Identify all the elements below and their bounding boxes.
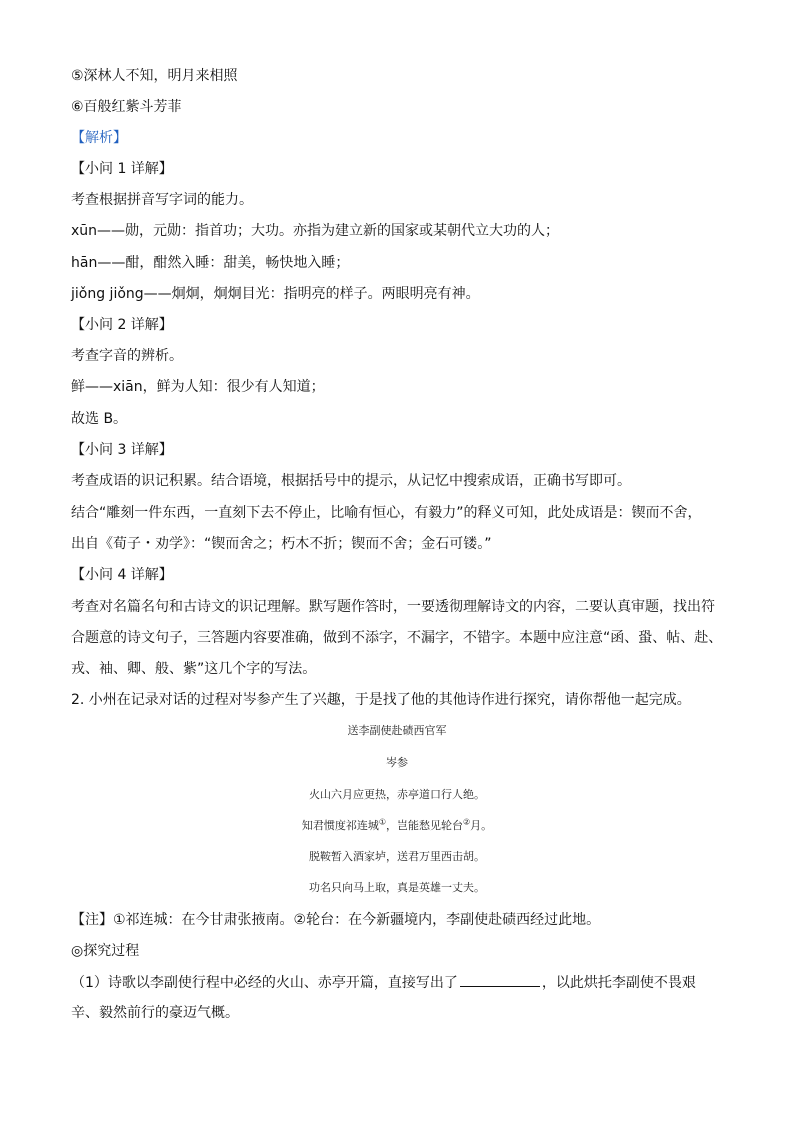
- q3-line: 出自《荀子・劝学》：“锲而舍之；朽木不折；锲而不舍；金石可镂。”: [71, 536, 492, 552]
- q2-line: 故选 B。: [71, 411, 128, 427]
- poem-line-1: 火山六月应更热，赤亭道口行人绝。: [309, 788, 485, 801]
- sub-question-1-part-1: （1）诗歌以李副使行程中必经的火山、赤亭开篇，直接写出了: [71, 975, 458, 991]
- sub-question-1-continued: 辛、毅然前行的豪迈气概。: [71, 1005, 239, 1021]
- q3-title: 【小问 3 详解】: [71, 442, 173, 458]
- q1-line: xūn——勋，元勋：指首功；大功。亦指为建立新的国家或某朝代立大功的人；: [71, 223, 560, 239]
- q1-line: 考查根据拼音写字词的能力。: [71, 192, 253, 208]
- answer-blank[interactable]: [460, 972, 540, 987]
- poem-author: 岑参: [386, 756, 408, 769]
- question-2-intro: 2. 小州在记录对话的过程对岑参产生了兴趣，于是找了他的其他诗作进行探究，请你帮他一起完成。: [71, 692, 691, 708]
- poem-line-2-c: 月。: [470, 819, 493, 832]
- answer-5: ⑤深林人不知，明月来相照: [71, 68, 238, 84]
- q2-line: 考查字音的辨析。: [71, 348, 183, 364]
- q3-line: 考查成语的识记积累。结合语境，根据括号中的提示，从记忆中搜索成语，正确书写即可。: [71, 473, 631, 489]
- poem-line-2: [0, 818, 794, 834]
- q4-title: 【小问 4 详解】: [71, 567, 173, 583]
- explore-title: ◎探究过程: [71, 943, 140, 959]
- q1-line: hān——酣，酣然入睡：甜美，畅快地入睡；: [71, 255, 350, 271]
- q4-line: 考查对名篇名句和古诗文的识记理解。默写题作答时，一要透彻理解诗文的内容，二要认真审题，找出符: [71, 599, 715, 615]
- q2-title: 【小问 2 详解】: [71, 317, 173, 333]
- poem-line-3: 脱鞍暂入酒家垆，送君万里西击胡。: [309, 850, 485, 863]
- poem-footnote-1: ①: [378, 817, 386, 827]
- q4-line: 戎、袖、卿、般、紫”这几个字的写法。: [71, 661, 317, 677]
- sub-question-1: [71, 972, 696, 993]
- analysis-label: 【解析】: [71, 130, 127, 146]
- poem-line-2-a: 知君惯度祁连城: [301, 819, 379, 832]
- q4-line: 合题意的诗文句子，三答题内容要准确，做到不添字，不漏字，不错字。本题中应注意“函、蛩、帖、赴、: [71, 630, 723, 646]
- q3-line: 结合“雕刻一件东西，一直刻下去不停止，比喻有恒心，有毅力”的释义可知，此处成语是：锲而不舍，: [71, 505, 702, 521]
- poem-note: 【注】①祁连城：在今甘肃张掖南。②轮台：在今新疆境内，李副使赴碛西经过此地。: [71, 912, 601, 928]
- sub-question-1-part-2: ，以此烘托李副使不畏艰: [541, 975, 696, 991]
- poem-footnote-2: ②: [463, 817, 471, 827]
- answer-6: ⑥百般红紫斗芳菲: [71, 99, 182, 115]
- poem-title: 送李副使赴碛西官军: [347, 724, 447, 737]
- q2-line: 鲜——xiān，鲜为人知：很少有人知道；: [71, 379, 325, 395]
- poem-line-4: 功名只向马上取，真是英雄一丈夫。: [309, 881, 485, 894]
- q1-line: jiǒng jiǒng——炯炯，炯炯目光：指明亮的样子。两眼明亮有神。: [71, 286, 480, 302]
- poem-line-2-b: ，岂能愁见轮台: [386, 819, 463, 832]
- q1-title: 【小问 1 详解】: [71, 161, 173, 177]
